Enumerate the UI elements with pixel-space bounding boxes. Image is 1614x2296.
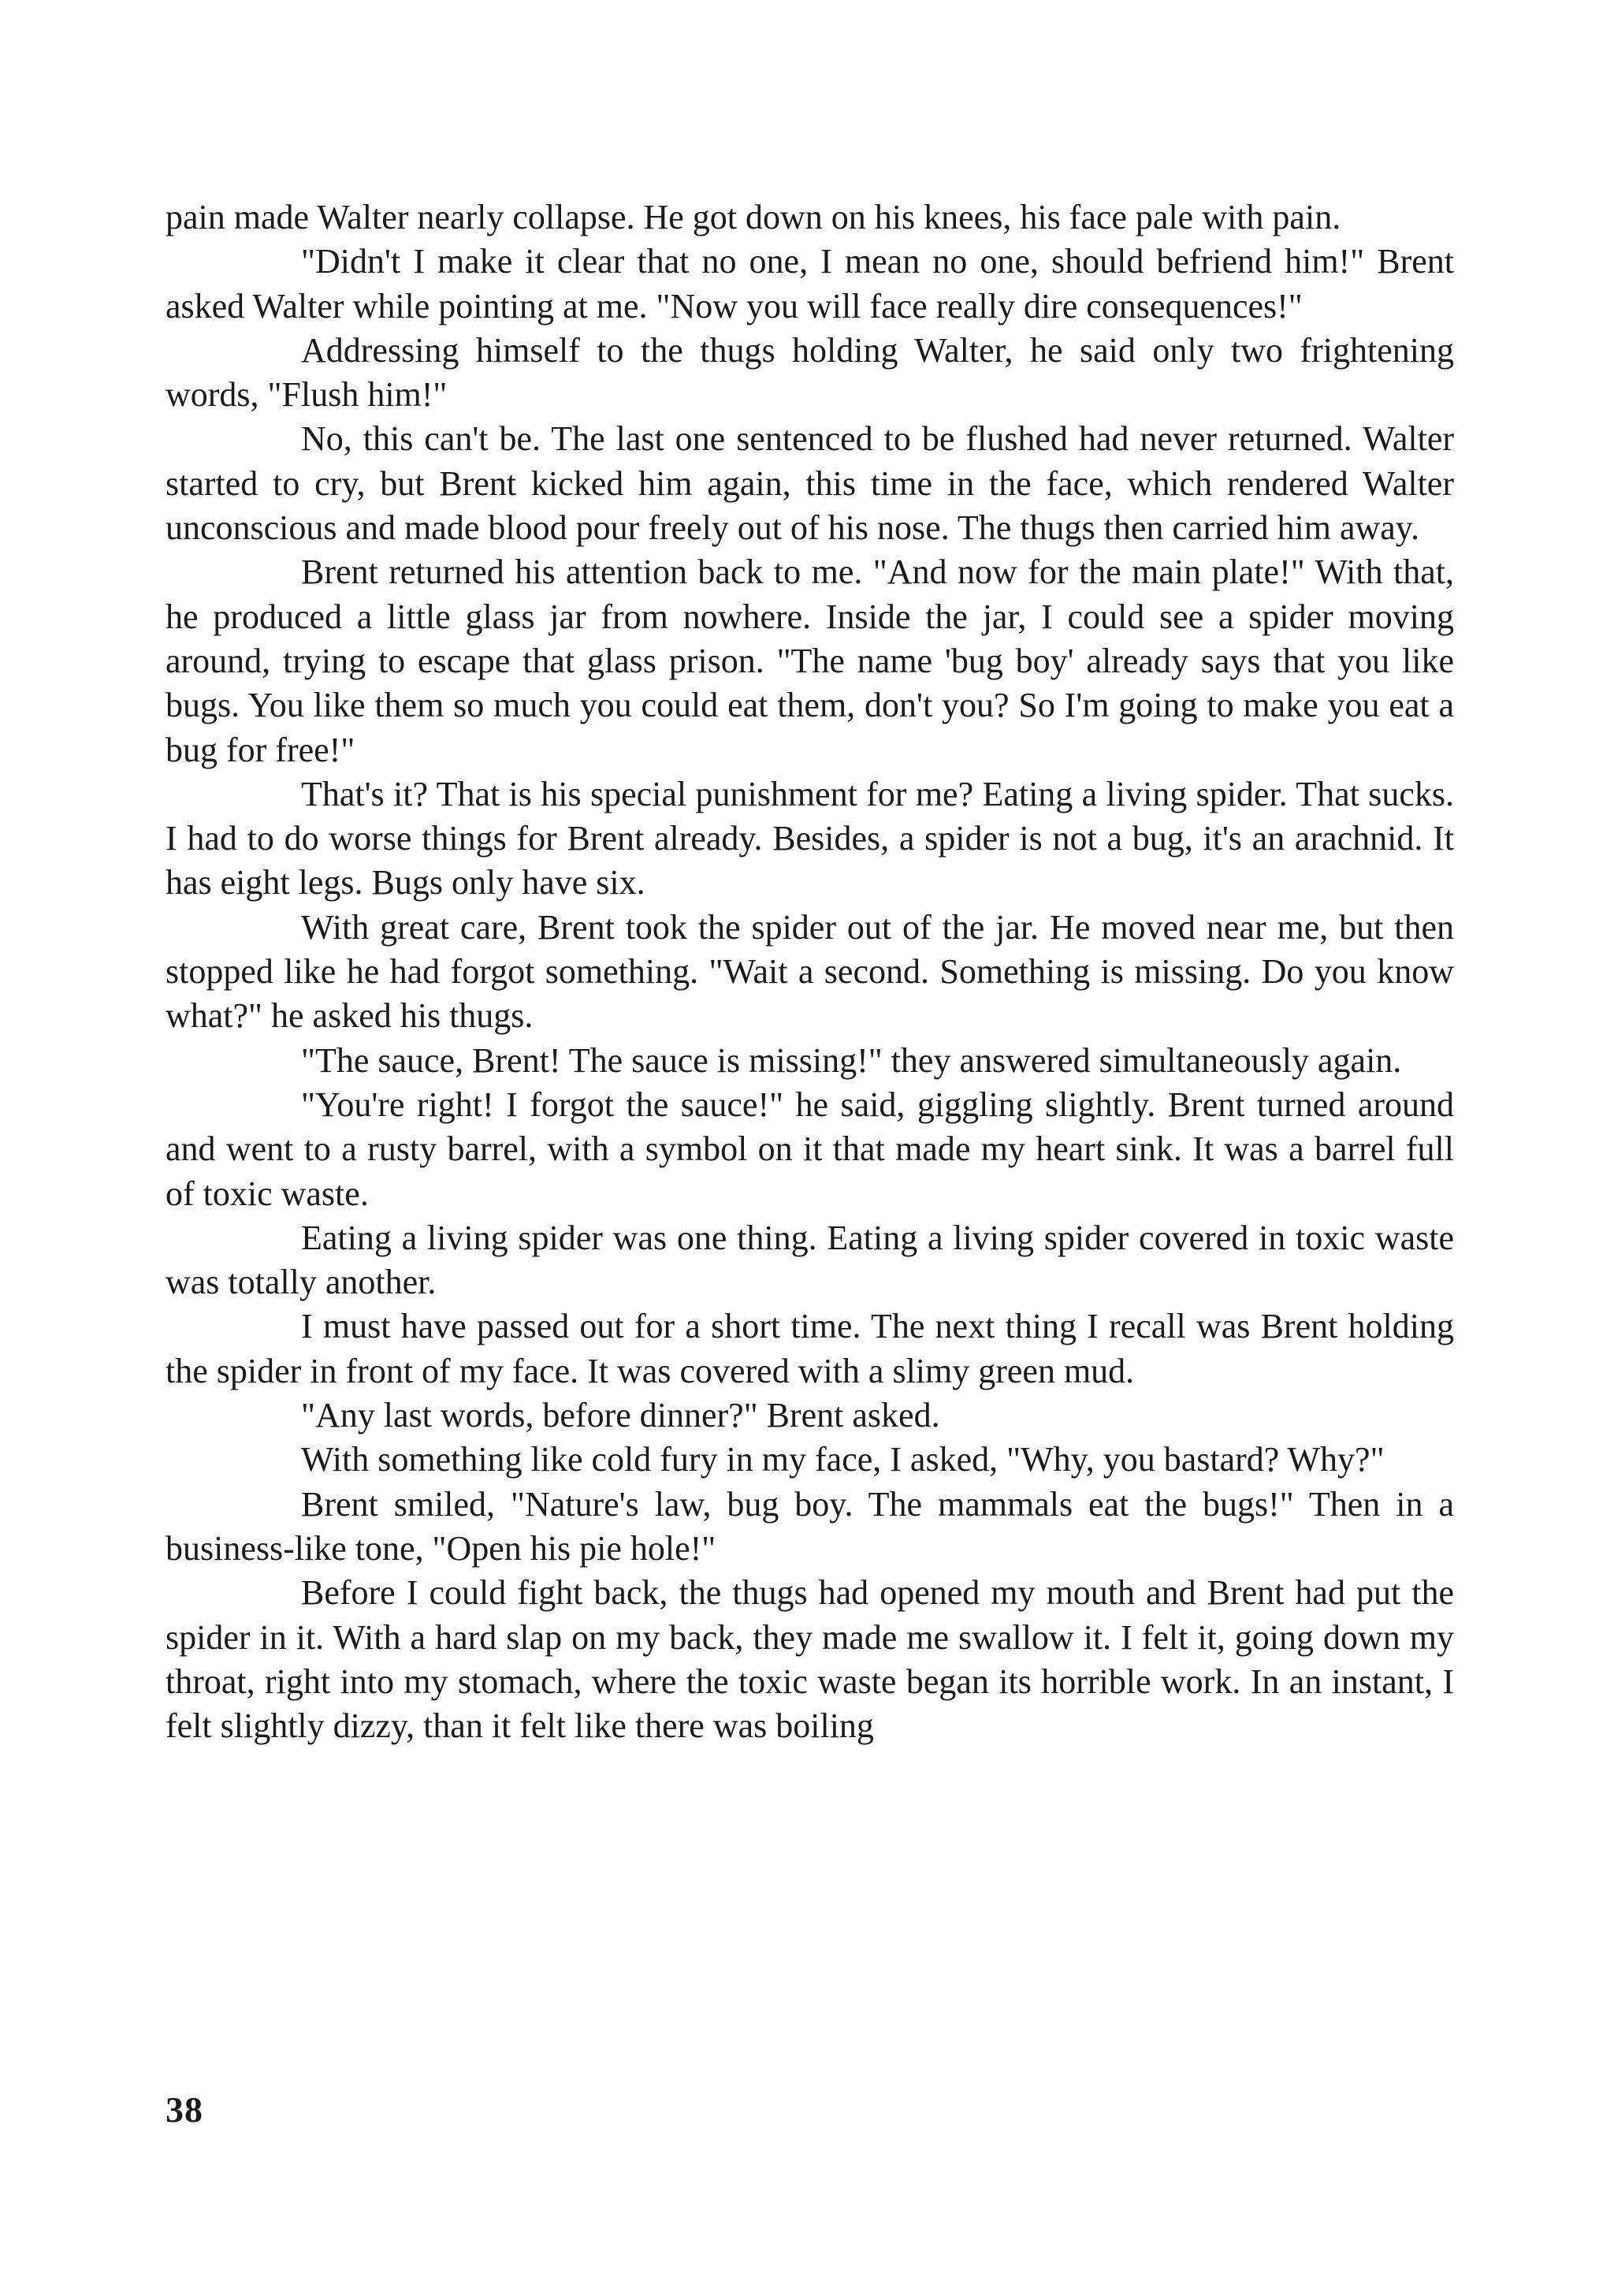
page-number: 38 — [165, 2089, 203, 2130]
paragraph: With something like cold fury in my face, I asked, "Why, you bastard? Why?" — [301, 1440, 1385, 1479]
paragraph: Before I could fight back, the thugs had opened my mouth and Brent had put the spider in it. With a hard slap on my back, they made me swallow it. I felt it, going down my throat, right into my stomach, where the toxic waste began its horrible work. In an instant, I felt slightly dizzy, than it felt like there was boiling — [165, 1573, 1454, 1746]
paragraph: "Didn't I make it clear that no one, I mean no one, should befriend him!" Brent asked Walter while pointing at me. "Now you will face really dire consequences!" — [165, 242, 1454, 326]
paragraph: Addressing himself to the thugs holding Walter, he said only two frightening words, "Flush him!" — [165, 330, 1454, 415]
paragraph: "The sauce, Brent! The sauce is missing!" they answered simultaneously again. — [301, 1040, 1402, 1080]
paragraph: I must have passed out for a short time. The next thing I recall was Brent holding the spider in front of my face. It was covered with a slimy green mud. — [165, 1307, 1454, 1390]
paragraph: "Any last words, before dinner?" Brent asked. — [301, 1396, 940, 1435]
paragraph: That's it? That is his special punishment for me? Eating a living spider. That sucks. I had to do worse things for Brent already. Besides, a spider is not a bug, it's an arachnid. It has eight legs. Bugs only have six. — [165, 774, 1454, 902]
body-text — [165, 195, 1454, 1748]
paragraph: Brent returned his attention back to me. "And now for the main plate!" With that, he produced a little glass jar from nowhere. Inside the jar, I could see a spider moving around, trying to escape that glass prison. "The name 'bug boy' already says that you like bugs. You like them so much you could eat them, don't you? So I'm going to make you eat a bug for free!" — [165, 553, 1454, 769]
paragraph: With great care, Brent took the spider out of the jar. He moved near me, but then stopped like he had forgot something. "Wait a second. Something is missing. Do you know what?" he asked his thugs. — [165, 907, 1454, 1036]
paragraph: pain made Walter nearly collapse. He got down on his knees, his face pale with pain. — [165, 198, 1341, 236]
paragraph: "You're right! I forgot the sauce!" he said, giggling slightly. Brent turned around and went to a rusty barrel, with a symbol on it that made my heart sink. It was a barrel full of toxic waste. — [165, 1085, 1454, 1213]
paragraph: No, this can't be. The last one sentenced to be flushed had never returned. Walter started to cry, but Brent kicked him again, this time in the face, which rendered Walter unconscious and made blood pour freely out of his nose. The thugs then carried him away. — [165, 419, 1454, 548]
paragraph: Eating a living spider was one thing. Eating a living spider covered in toxic waste was totally another. — [165, 1218, 1454, 1302]
paragraph: Brent smiled, "Nature's law, bug boy. The mammals eat the bugs!" Then in a business-like tone, "Open his pie hole!" — [165, 1484, 1454, 1568]
